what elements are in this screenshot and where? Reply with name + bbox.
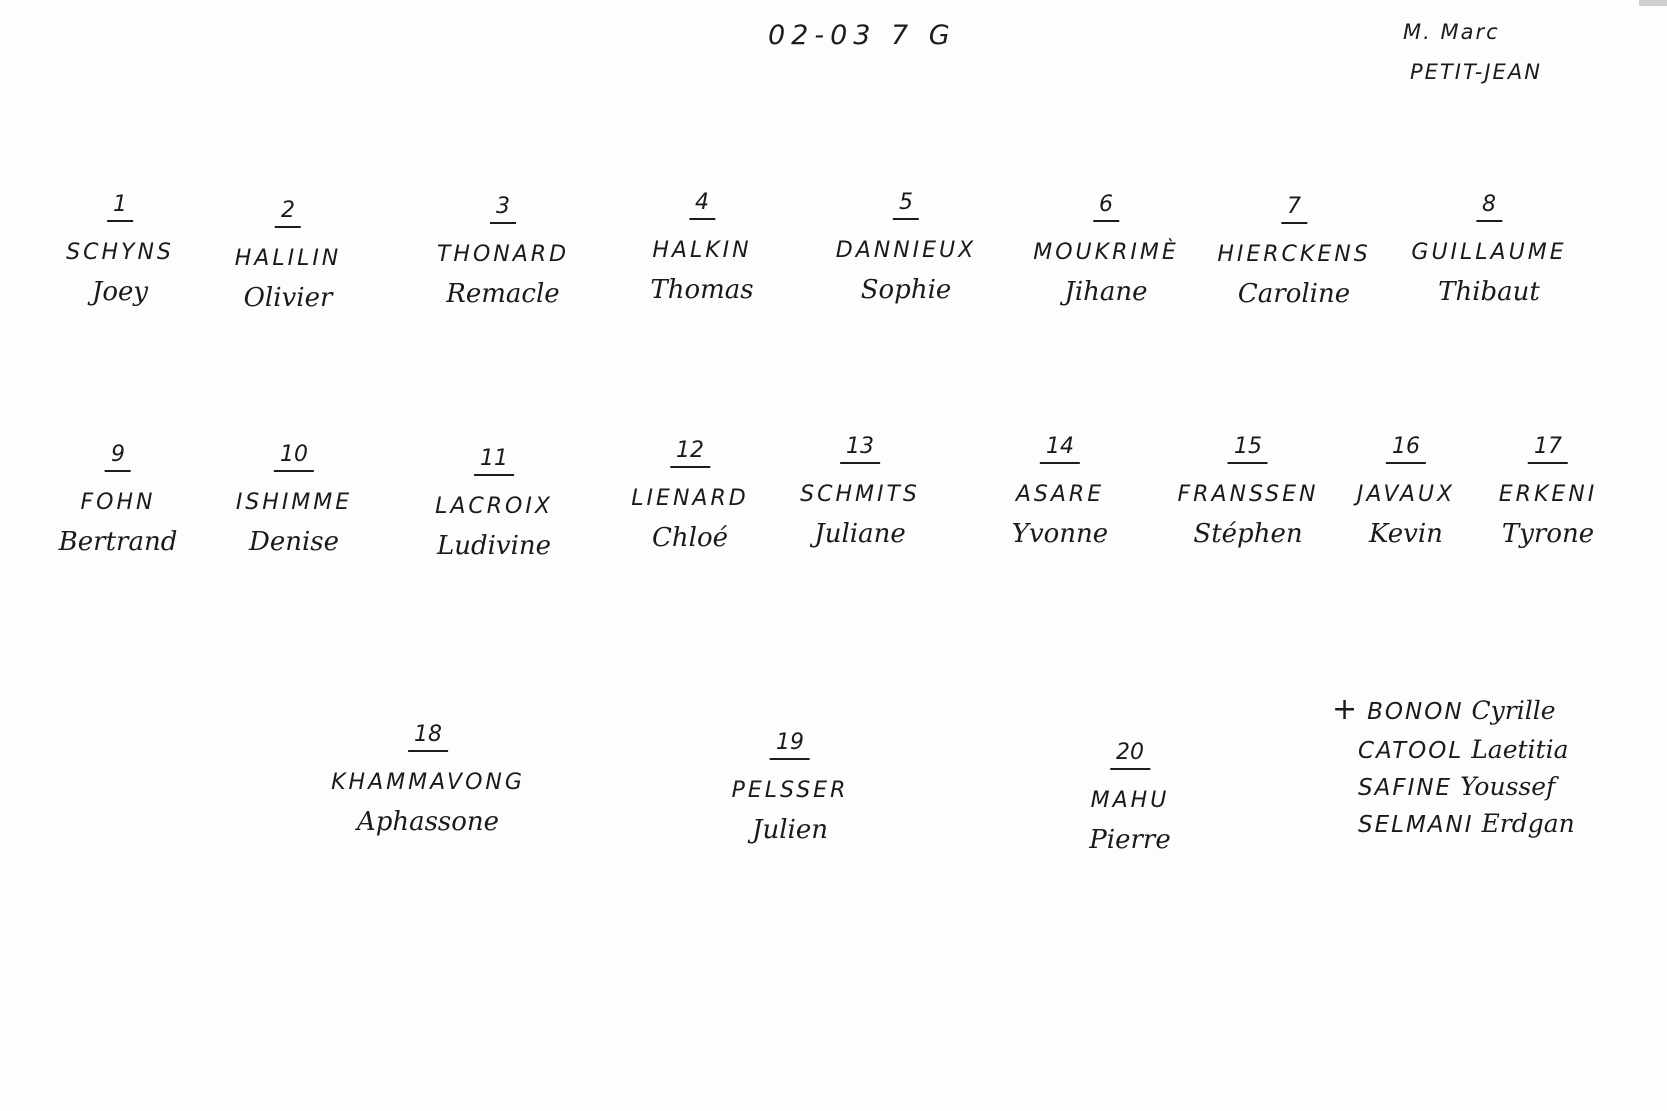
student-last-name: DANNIEUX <box>835 238 977 263</box>
seat-19 <box>732 730 849 845</box>
extra-first-name: Laetitia <box>1471 735 1569 764</box>
extra-first-name: Youssef <box>1460 772 1556 801</box>
seat-number: 12 <box>670 438 710 468</box>
seat-15 <box>1178 434 1319 549</box>
student-first-name: Stéphen <box>1193 519 1303 549</box>
seat-5 <box>836 190 976 305</box>
student-last-name: LACROIX <box>435 494 553 519</box>
student-last-name: THONARD <box>436 242 570 267</box>
extra-last-name: SELMANI <box>1358 812 1474 838</box>
student-last-name: SCHMITS <box>800 482 920 507</box>
seat-12 <box>631 438 748 553</box>
seat-number: 15 <box>1228 434 1268 464</box>
extra-first-name: Cyrille <box>1471 696 1556 725</box>
student-last-name: KHAMMAVONG <box>331 770 525 795</box>
seat-4 <box>650 190 753 305</box>
seat-3 <box>437 194 569 309</box>
student-first-name: Olivier <box>243 283 333 313</box>
seat-7 <box>1217 194 1370 309</box>
seat-number: 10 <box>274 442 314 472</box>
student-last-name: HALILIN <box>234 246 342 271</box>
student-last-name: MOUKRIMÈ <box>1033 240 1179 265</box>
extra-last-name: CATOOL <box>1358 738 1464 764</box>
seat-number: 18 <box>408 722 448 752</box>
seat-10 <box>236 442 352 557</box>
student-first-name: Julien <box>752 815 828 845</box>
seat-number: 7 <box>1281 194 1307 224</box>
student-last-name: LIENARD <box>631 486 749 511</box>
student-first-name: Caroline <box>1237 279 1351 309</box>
student-first-name: Juliane <box>814 519 906 549</box>
student-last-name: MAHU <box>1090 788 1170 813</box>
student-last-name: ISHIMME <box>235 490 353 515</box>
student-first-name: Kevin <box>1369 519 1443 549</box>
seat-13 <box>800 434 920 549</box>
seat-2 <box>235 198 342 313</box>
seat-number: 16 <box>1386 434 1426 464</box>
seat-number: 14 <box>1040 434 1080 464</box>
teacher-name: M. Marc <box>1403 20 1500 44</box>
student-first-name: Jihane <box>1064 277 1148 307</box>
extra-first-name: Erdgan <box>1481 809 1575 838</box>
seat-number: 4 <box>689 190 715 220</box>
teacher-surname: PETIT-JEAN <box>1410 60 1542 84</box>
student-first-name: Joey <box>91 277 149 307</box>
student-first-name: Aphassone <box>356 807 500 837</box>
extra-student <box>1332 735 1575 764</box>
student-last-name: ERKENI <box>1498 482 1598 507</box>
extra-student <box>1332 772 1575 801</box>
seat-11 <box>435 446 553 561</box>
seat-9 <box>59 442 178 557</box>
seat-18 <box>331 722 525 837</box>
class-code: 02-03 7 G <box>768 20 956 51</box>
student-first-name: Sophie <box>860 275 952 305</box>
seat-number: 5 <box>893 190 919 220</box>
seat-number: 20 <box>1110 740 1150 770</box>
extra-student <box>1332 692 1575 727</box>
seat-20 <box>1089 740 1170 855</box>
extra-students-list <box>1332 692 1575 846</box>
seat-number: 9 <box>105 442 131 472</box>
student-first-name: Thomas <box>650 275 754 305</box>
student-first-name: Thibaut <box>1438 277 1540 307</box>
seat-8 <box>1411 192 1566 307</box>
student-first-name: Denise <box>248 527 340 557</box>
extra-last-name: SAFINE <box>1358 775 1453 801</box>
student-first-name: Pierre <box>1089 825 1171 855</box>
seat-number: 8 <box>1476 192 1502 222</box>
seat-number: 3 <box>490 194 516 224</box>
student-first-name: Yvonne <box>1011 519 1109 549</box>
student-first-name: Bertrand <box>58 527 178 557</box>
seat-14 <box>1012 434 1108 549</box>
seat-number: 11 <box>474 446 514 476</box>
student-last-name: PELSSER <box>731 778 849 803</box>
seat-number: 1 <box>107 192 133 222</box>
student-last-name: HALKIN <box>652 238 752 263</box>
seat-number: 19 <box>770 730 810 760</box>
student-last-name: SCHYNS <box>66 240 174 265</box>
student-first-name: Tyrone <box>1501 519 1595 549</box>
seat-number: 17 <box>1528 434 1568 464</box>
student-last-name: HIERCKENS <box>1217 242 1371 267</box>
seat-6 <box>1033 192 1178 307</box>
seat-number: 13 <box>840 434 880 464</box>
extra-student <box>1332 809 1575 838</box>
student-first-name: Ludivine <box>436 531 552 561</box>
seat-number: 6 <box>1093 192 1119 222</box>
extra-last-name: BONON <box>1367 699 1464 725</box>
student-last-name: FRANSSEN <box>1177 482 1319 507</box>
student-last-name: FOHN <box>80 490 156 515</box>
student-last-name: JAVAUX <box>1356 482 1456 507</box>
plus-sign: + <box>1332 692 1360 727</box>
seat-1 <box>66 192 174 307</box>
seat-number: 2 <box>275 198 301 228</box>
student-first-name: Remacle <box>446 279 560 309</box>
student-last-name: ASARE <box>1015 482 1105 507</box>
student-last-name: GUILLAUME <box>1411 240 1567 265</box>
seat-17 <box>1499 434 1597 549</box>
seat-16 <box>1357 434 1455 549</box>
scan-edge <box>1639 0 1667 6</box>
student-first-name: Chloé <box>651 523 728 553</box>
